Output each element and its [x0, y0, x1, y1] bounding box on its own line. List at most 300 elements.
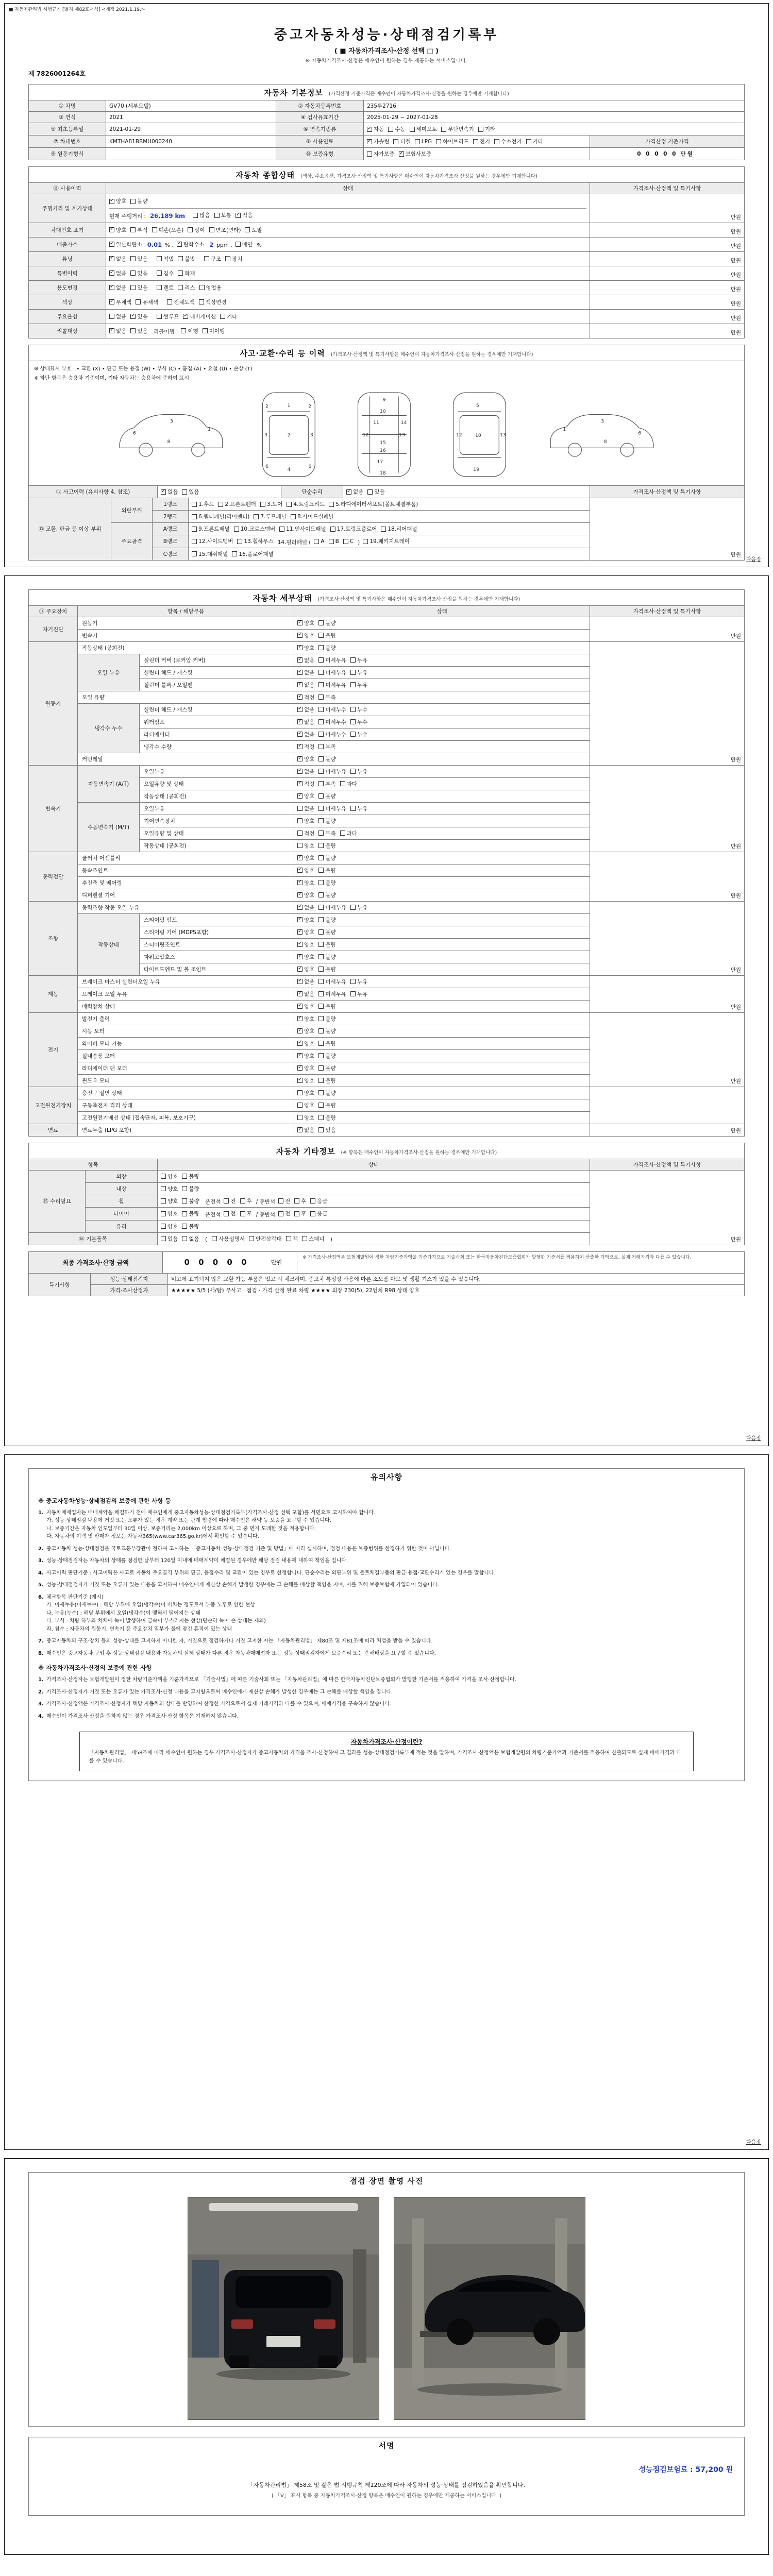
checkbox-icon [350, 682, 356, 687]
checkbox-icon [343, 539, 348, 544]
checkbox-icon [318, 657, 324, 663]
checked-checkbox: ✓ 네비게이션 [183, 313, 216, 320]
rank1-label: 1랭크 [153, 498, 189, 511]
device-label: 동력전달 [29, 852, 78, 901]
basic-info-row [29, 100, 745, 112]
checkbox-icon [318, 806, 324, 811]
state-line [109, 282, 586, 293]
unchecked-checkbox: 많음 [193, 211, 210, 219]
checkbox-icon [130, 256, 136, 261]
checkbox-icon [182, 1186, 187, 1191]
notice-text: 성능·상태점검자는 자동차의 상태를 점검한 날부터 120일 이내에 매매계약이 체결된 경우에만 해당 점검 내용에 대하여 책임을 집니다. [46, 1558, 348, 1564]
checked-checkbox: ✓ 없음 [297, 904, 314, 911]
state-line [109, 196, 586, 207]
checked-checkbox: ✓ 양호 [297, 1040, 314, 1047]
checked-checkbox: ✓ 양호 [297, 891, 314, 899]
checkbox-icon [161, 1224, 166, 1229]
accident-section-header [28, 345, 745, 361]
notice-text: 중고자동차의 구조·장치 등의 성능·상태를 고지하지 아니한 자, 거짓으로 점검하거나 거짓 고지한 자는 「자동차관리법」 제80조 및 제81조에 따라 처벌을 받을 수 있습니다. [46, 1638, 433, 1644]
checkbox-icon [152, 227, 157, 232]
unchecked-checkbox: 5.라디에이터서포트(볼트체결부품) [329, 500, 418, 508]
item-label: 연료누출 (LPG 포함) [78, 1124, 294, 1136]
overall-row [29, 266, 745, 280]
unchecked-checkbox: 11.인사이드패널 [279, 525, 326, 533]
notice-text: 매수인은 중고자동차 구입 후 성능·상태점검 내용과 자동차의 실제 상태가 다른 경우 자동차매매업자 또는 성능·상태점검자에게 보증수리 또는 손해배상을 요구할 수 있습니다. [46, 1650, 436, 1656]
unchecked-checkbox: 부식 [130, 226, 147, 234]
basic-info-row [29, 112, 745, 123]
unchecked-checkbox: 불량 [318, 867, 335, 874]
unchecked-checkbox: 변조(변타) [209, 226, 241, 234]
notice-number: 1. [38, 1510, 44, 1516]
checkbox-icon [109, 314, 114, 319]
opinion-who: 가격·조사산정자 [91, 1284, 168, 1296]
accident-history-label: ⑫ 사고이력 (유의사항 4. 참조) [29, 486, 158, 498]
svg-text:11: 11 [373, 420, 379, 426]
inline-label [152, 257, 154, 263]
checkbox-icon [297, 756, 303, 761]
checked-checkbox: ✓ 없음 [161, 488, 178, 496]
checkbox-icon [318, 645, 324, 650]
checkbox-icon [232, 551, 237, 556]
item-label: 변속기 [78, 629, 294, 641]
item-state [294, 716, 590, 728]
unchecked-checkbox: 과다 [340, 780, 357, 788]
sheet-2 [4, 575, 769, 1446]
checked-checkbox: ✓ 양호 [297, 619, 314, 627]
checkbox-icon [399, 151, 404, 157]
checkbox-icon [381, 527, 386, 532]
field-label: ⑤ 최초등록일 [29, 123, 106, 135]
overall-row [29, 324, 745, 338]
checkbox-icon [297, 620, 303, 625]
unchecked-checkbox: 부족 [318, 743, 335, 751]
checkbox-icon [318, 1078, 324, 1083]
checkbox-icon [318, 954, 324, 959]
checkbox-icon [318, 1004, 324, 1009]
checkbox-icon [318, 1065, 324, 1071]
checkbox-icon [236, 242, 241, 247]
basic-items-label: ⑯ 기본품목 [29, 1232, 158, 1245]
checked-checkbox: ✓ 양호 [109, 197, 126, 205]
unchecked-checkbox: 12.사이드멤버 [192, 537, 233, 545]
unchecked-checkbox: 미세누유 [318, 990, 346, 998]
checked-checkbox: ✓ 양호 [297, 916, 314, 924]
usage-state [106, 324, 590, 338]
checkbox-icon [130, 285, 136, 290]
checked-checkbox: ✓ 없음 [297, 731, 314, 738]
price-cell: 만원 [590, 1124, 745, 1136]
checkbox-icon [297, 1090, 303, 1095]
repair-item-state [158, 1182, 590, 1195]
item-state [294, 1099, 590, 1111]
usage-label: 리콜대상 [29, 324, 106, 338]
checked-checkbox: ✓ 없음 [109, 284, 126, 292]
unchecked-checkbox: 후 [294, 1210, 306, 1217]
checked-checkbox: ✓ 없음 [297, 656, 314, 664]
unchecked-checkbox: 부족 [318, 693, 335, 701]
overall-section-header [28, 166, 745, 182]
final-price-unit: 만원 [271, 1259, 282, 1266]
checkbox-icon [193, 213, 198, 218]
unchecked-checkbox: 불량 [182, 1210, 199, 1217]
field-label: ④ 검사유효기간 [276, 112, 364, 123]
svg-text:6: 6 [308, 464, 312, 470]
unchecked-checkbox: 훼손(오손) [152, 226, 184, 234]
checked-checkbox: ✓ 양호 [297, 632, 314, 639]
item-label: 구동축전지 격리 상태 [78, 1099, 294, 1111]
checkbox-icon [287, 502, 292, 507]
item-label: 충전구 절연 상태 [78, 1087, 294, 1099]
item-label: 워터펌프 [140, 716, 294, 728]
repair-item-state [158, 1220, 590, 1232]
checkbox-icon [297, 657, 303, 663]
checkbox-icon [297, 954, 303, 959]
unchecked-checkbox: 9.프론트패널 [192, 525, 230, 533]
checkbox-icon [294, 1211, 299, 1216]
svg-text:10: 10 [380, 408, 386, 414]
checkbox-icon [224, 1211, 229, 1216]
checkbox-icon [297, 744, 303, 749]
svg-text:12: 12 [456, 432, 462, 438]
final-price-label: 최종 가격조사·산정 금액 [29, 1252, 163, 1273]
unchecked-checkbox: 불량 [182, 1173, 199, 1180]
unchecked-checkbox: 렌트 [157, 284, 174, 292]
checkbox-icon [240, 1198, 245, 1204]
unchecked-checkbox: 누유 [350, 978, 367, 986]
item-state [294, 654, 590, 666]
unchecked-checkbox: 전 [278, 1210, 290, 1217]
checkbox-icon [182, 1224, 187, 1229]
checkbox-icon [297, 880, 303, 885]
state-line [109, 297, 586, 308]
unchecked-checkbox: 누수 [350, 706, 367, 714]
price-cell: 만원 [590, 309, 745, 324]
checked-checkbox: ✓ 양호 [297, 644, 314, 652]
unchecked-checkbox: 미세누수 [318, 718, 346, 726]
usage-state [106, 223, 590, 237]
checkbox-icon [278, 1211, 283, 1216]
price-cell: 만원 [590, 765, 745, 852]
checked-checkbox: ✓ 양호 [297, 755, 314, 763]
repair-item-state [158, 1170, 590, 1182]
svg-text:6: 6 [265, 464, 268, 470]
unchecked-checkbox: 양호 [297, 842, 314, 850]
checkbox-icon [318, 769, 324, 774]
other-section-title: 자동차 기타정보 [276, 1146, 335, 1156]
notice-text: 가격조사·산정자는 보험개발원이 정한 차량기준가액을 기준가격으로 「기술사법」에 따른 기술사회 또는 「자동차관리법」에 따른 한국자동차진단보증협회가 발행한 기준서를 적용하여 가격을 조사·산정합니다. [46, 1677, 516, 1683]
unchecked-checkbox: 누수 [350, 718, 367, 726]
item-label: 실린더 커버 (로커암 커버) [140, 654, 294, 666]
detail-row [29, 617, 745, 629]
unchecked-checkbox: 누유 [350, 990, 367, 998]
svg-text:2: 2 [265, 403, 268, 410]
unchecked-checkbox: 7.루프패널 [254, 513, 287, 520]
checked-checkbox: ✓ 양호 [297, 879, 314, 887]
checkbox-icon [367, 127, 372, 132]
notice-number: 2. [38, 1689, 44, 1695]
checkbox-icon [178, 270, 183, 276]
checkbox-icon [297, 806, 303, 811]
unchecked-checkbox: 화재 [178, 269, 195, 277]
checked-checkbox: ✓ 적정 [297, 743, 314, 751]
photo-rear-view [188, 2198, 379, 2419]
rank2-label: 2랭크 [153, 511, 189, 523]
checkbox-icon [192, 551, 197, 556]
price-cell: 만원 [590, 266, 745, 280]
checked-checkbox: ✓ 양호 [109, 226, 126, 234]
device-label: 조향 [29, 901, 78, 975]
checkbox-icon [350, 707, 356, 712]
svg-text:8: 8 [603, 439, 607, 445]
unchecked-checkbox: 17.트렁크플로어 [330, 525, 377, 533]
unchecked-checkbox: 누유 [350, 904, 367, 911]
unchecked-checkbox: 미세누유 [318, 768, 346, 775]
item-label: 시동 모터 [78, 1025, 294, 1037]
item-state [294, 852, 590, 864]
checkbox-icon [130, 270, 136, 276]
item-state [294, 728, 590, 740]
field-value [364, 100, 745, 112]
unchecked-checkbox: 상이 [188, 226, 205, 234]
checkbox-icon [225, 256, 230, 261]
svg-text:3: 3 [310, 432, 313, 438]
unchecked-checkbox: 6.쿼터패널(리어펜더) [192, 513, 249, 520]
other-section-header [28, 1143, 745, 1159]
checkbox-icon [161, 1174, 166, 1179]
inline-label: 2025-01-29 ~ 2027-01-28 [367, 114, 438, 121]
checkbox-icon [214, 213, 220, 218]
price-cell: 만원 [590, 975, 745, 1012]
item-label: 작동상태 (공회전) [140, 790, 294, 802]
item-label: 작동상태 (공회전) [78, 641, 294, 654]
overall-section-note: (색상, 주요옵션, 가격조사·산정액 및 특기사항은 매수인이 자동차가격조사·산정을 원하는 경우에만 기재합니다) [300, 174, 537, 179]
item-label: 파워고압호스 [140, 951, 294, 963]
unchecked-checkbox: 색상변경 [199, 298, 227, 306]
inline-label: 현재 주행거리 : [109, 213, 146, 219]
unchecked-checkbox: 누유 [350, 656, 367, 664]
svg-text:4: 4 [287, 466, 291, 472]
checkbox-icon [260, 502, 265, 507]
checkbox-icon [109, 299, 114, 304]
checkbox-icon [318, 633, 324, 638]
device-label: 연료 [29, 1124, 78, 1136]
usage-state [106, 251, 590, 266]
item-state [294, 913, 590, 926]
simple-repair-state [343, 486, 590, 498]
inline-label: 만원 [680, 151, 694, 157]
unchecked-checkbox: 이행 [181, 327, 198, 335]
state-line [109, 239, 586, 250]
checkbox-icon [192, 514, 197, 519]
checkbox-icon [318, 732, 324, 737]
checkbox-icon [297, 1016, 303, 1021]
inline-label: 운전석 [203, 1199, 221, 1205]
checkbox-icon [478, 127, 483, 132]
inline-label: ) [358, 539, 360, 546]
checked-checkbox: ✓ 없음 [297, 768, 314, 775]
law-confirmation-text: 「자동차관리법」 제58조 및 같은 법 시행규칙 제120조에 따라 자동차의 성능·상태를 점검하였음을 확인합니다. [247, 2481, 526, 2488]
unchecked-checkbox: 양호 [297, 1101, 314, 1109]
notice-text: 가격조사·산정액은 가격조사·산정자가 해당 자동차의 상태를 반영하여 산정한 가격으로서 실제 거래가격과 다를 수 있으며, 매매가격을 구속하지 않습니다. [46, 1701, 391, 1707]
unchecked-checkbox: 디젤 [393, 138, 410, 145]
checkbox-icon [367, 139, 372, 144]
field-label: ③ 연식 [29, 112, 106, 123]
notice-number: 3. [38, 1701, 44, 1707]
unchecked-checkbox: 불량 [318, 1101, 335, 1109]
svg-text:3: 3 [264, 432, 268, 438]
inline-label: ) [328, 1236, 332, 1243]
usage-label: 용도변경 [29, 280, 106, 295]
accident-section-note: (가격조사·산정액 및 특기사항은 매수인이 자동차가격조사·산정을 원하는 경우에만 기재합니다) [330, 352, 533, 358]
device-subgroup: 수동변속기 (M/T) [78, 802, 140, 852]
item-label: 와이퍼 모터 기능 [78, 1037, 294, 1049]
field-value [106, 100, 276, 112]
unchecked-checkbox: 영업용 [199, 284, 222, 292]
svg-text:6: 6 [132, 430, 136, 436]
checkbox-icon [350, 657, 356, 663]
checkbox-icon [350, 719, 356, 724]
item-state [294, 703, 590, 716]
checkbox-icon [297, 719, 303, 724]
item-state [294, 988, 590, 1000]
item-state [294, 876, 590, 889]
field-value [364, 135, 590, 148]
unchecked-checkbox: 불량 [130, 197, 147, 205]
checkbox-icon [161, 1198, 166, 1204]
checked-checkbox: ✓ 없음 [109, 255, 126, 263]
next-page-marker: 다음장 [746, 556, 761, 563]
field-value [590, 148, 745, 160]
item-state [294, 790, 590, 802]
checkbox-icon [318, 744, 324, 749]
inline-label: 235루2716 [367, 103, 396, 109]
inline-label: KMTHA81BBMU000240 [109, 138, 173, 145]
price-cell: 만원 [590, 641, 745, 765]
checkbox-icon [178, 285, 183, 290]
item-label: 오일누유 [140, 765, 294, 777]
unchecked-checkbox: 불량 [318, 1089, 335, 1097]
checkbox-icon [318, 620, 324, 625]
item-state [294, 802, 590, 815]
checked-checkbox: ✓ 양호 [297, 965, 314, 973]
item-state [294, 926, 590, 938]
usage-state [106, 280, 590, 295]
usage-label: 배출가스 [29, 237, 106, 251]
checkbox-icon [297, 1053, 303, 1058]
notice-item [38, 1545, 735, 1553]
price-cell: 만원 [590, 223, 745, 237]
checkbox-icon [318, 979, 324, 984]
notice-number: 8. [38, 1650, 44, 1656]
notice-number: 7. [38, 1638, 44, 1644]
inline-value: 2 [209, 241, 214, 248]
checkbox-icon [318, 855, 324, 860]
field-value [106, 112, 276, 123]
item-state [294, 963, 590, 975]
inline-label: / 동반석 [256, 1211, 276, 1218]
checked-checkbox: ✓ 없음 [297, 706, 314, 714]
col-usage-history: ⑪ 사용이력 [29, 183, 106, 194]
checkbox-icon [340, 781, 345, 786]
item-label: 실린더 블록 / 오일팬 [140, 679, 294, 691]
unchecked-checkbox: 양호 [161, 1185, 178, 1193]
price-cell: 만원 [590, 251, 745, 266]
price-cell: 만원 [590, 280, 745, 295]
accident-history-row [29, 486, 745, 498]
unchecked-checkbox: 있음 [130, 269, 147, 277]
checkbox-icon [297, 645, 303, 650]
inline-label [152, 314, 154, 320]
field-value [106, 148, 276, 160]
notice-list-1 [38, 1509, 735, 1658]
unchecked-checkbox: 있음 [367, 488, 384, 496]
detail-row [29, 1124, 745, 1136]
unchecked-checkbox: 불량 [318, 842, 335, 850]
item-label: 브레이크 오일 누유 [78, 988, 294, 1000]
accident-history-table [28, 485, 745, 498]
svg-text:14: 14 [400, 420, 407, 426]
checked-checkbox: ✓ 탄화수소 [177, 241, 205, 248]
checkbox-icon [130, 328, 136, 333]
unchecked-checkbox: 부족 [318, 829, 335, 837]
checkbox-icon [297, 855, 303, 860]
checkbox-icon [318, 682, 324, 687]
notice-item [38, 1569, 735, 1578]
rank-row [29, 498, 745, 511]
item-label: 실린더 헤드 / 개스킷 [140, 703, 294, 716]
checkbox-icon [410, 127, 415, 132]
accident-history-state [158, 486, 281, 498]
device-label: 전기 [29, 1012, 78, 1087]
inline-label [152, 271, 154, 277]
notice-item [38, 1594, 735, 1634]
price-cell: 만원 [590, 498, 745, 561]
checkbox-icon [297, 769, 303, 774]
unchecked-checkbox: 미세누유 [318, 978, 346, 986]
unchecked-checkbox: 응급 [310, 1210, 327, 1217]
checked-checkbox: ✓ 없음 [297, 1126, 314, 1134]
checkbox-icon [314, 539, 319, 544]
svg-text:19: 19 [473, 466, 480, 472]
checked-checkbox: ✓ 양호 [297, 928, 314, 936]
col-state: 상태 [158, 1159, 590, 1170]
other-header-row [29, 1159, 745, 1170]
unchecked-checkbox: 불량 [318, 619, 335, 627]
checkbox-icon [318, 831, 324, 836]
notice-number: 3. [38, 1558, 44, 1564]
svg-text:2: 2 [308, 403, 312, 410]
unchecked-checkbox: 도말 [245, 226, 262, 234]
checkbox-icon [318, 719, 324, 724]
checkbox-icon [182, 1211, 187, 1216]
field-value [364, 148, 590, 160]
state-line [109, 225, 586, 235]
svg-text:15: 15 [380, 440, 386, 446]
unchecked-checkbox: 세미오토 [410, 125, 438, 133]
unchecked-checkbox: 양호 [297, 1089, 314, 1097]
checkbox-icon [291, 514, 296, 519]
unchecked-checkbox: 미세누유 [318, 681, 346, 689]
checked-checkbox: ✓ 없음 [109, 269, 126, 277]
unchecked-checkbox: 1.후드 [192, 500, 214, 508]
checked-checkbox: ✓ 양호 [297, 1064, 314, 1072]
unchecked-checkbox: 불량 [318, 1064, 335, 1072]
unchecked-checkbox: 안전삼각대 [249, 1235, 282, 1243]
unchecked-checkbox: 양호 [297, 1114, 314, 1122]
checkbox-icon [297, 1041, 303, 1046]
svg-text:8: 8 [167, 439, 171, 445]
checked-checkbox: ✓ 일산화탄소 [109, 241, 142, 248]
